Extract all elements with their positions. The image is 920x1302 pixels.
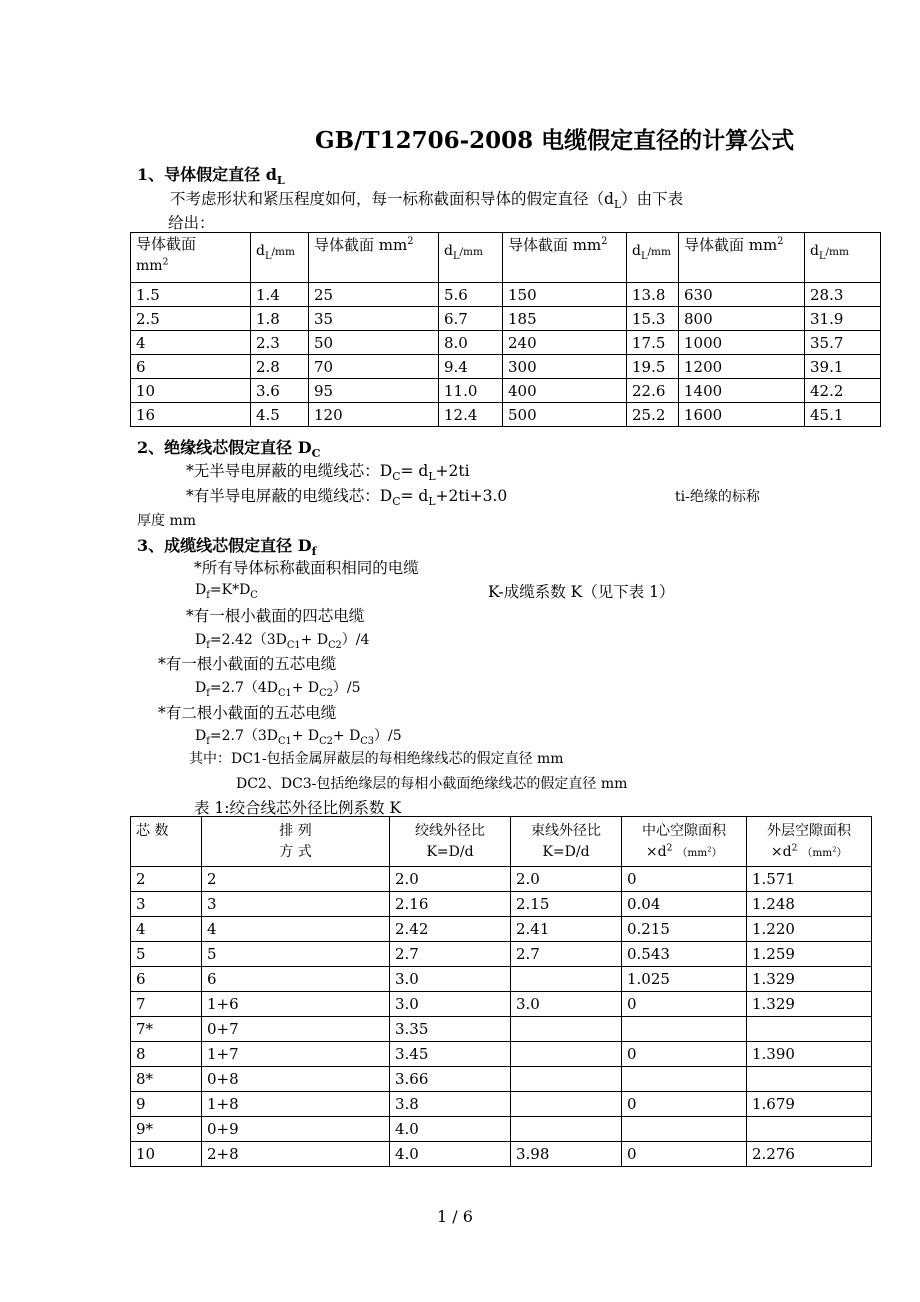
table-cell: 400 [503,379,627,403]
table-cell: 25 [309,283,439,307]
table2-header-cell: 中心空隙面积 $\times d^2$ $(mm^2)$ [622,817,747,867]
formula-2: $D_f=2.42(3D_{C1}+ D_{C2})/4$ [195,632,370,651]
table-cell: 4 [131,331,251,355]
table-cell: 4.0 [390,1117,511,1142]
table-cell: 19.5 [627,355,679,379]
table-cell: 0.215 [622,917,747,942]
table-cell: 1000 [679,331,805,355]
table-cell [511,1042,622,1067]
table1-header-cell: 导体截面 $mm^2$ [679,233,805,283]
table-cell [511,1092,622,1117]
table-cell: 0+8 [202,1067,390,1092]
table1-header-cell: 导体截面 $mm^2$ [309,233,439,283]
formula-note-2: DC2、DC3-包括绝缘层的每相小截面绝缘线芯的假定直径 mm [236,776,628,792]
table-cell: 35 [309,307,439,331]
table-cell: 1.025 [622,967,747,992]
table-cell: 22.6 [627,379,679,403]
table-cell: 9 [131,1092,202,1117]
table-cell: 0+7 [202,1017,390,1042]
table-cell: 70 [309,355,439,379]
formula-1-note: K-成缆系数 K（见下表 1） [488,583,675,601]
table2-row [131,967,872,992]
section2-note-cont: 厚度 mm [137,513,197,529]
table2-header-cell: 芯 数 [131,817,202,867]
table-cell: 3.6 [251,379,309,403]
table1-row [131,379,881,403]
table-cell: 50 [309,331,439,355]
section3-heading: 3、成缆线芯假定直径 $D_f$ [137,536,317,559]
section1-intro-line2: 给出： [168,214,215,232]
table-cell: 6.7 [439,307,503,331]
table-cell: 95 [309,379,439,403]
table-cell: 0 [622,867,747,892]
table-cell: 7 [131,992,202,1017]
table-cell: 39.1 [805,355,881,379]
table-cell: 800 [679,307,805,331]
table-cell: 3.0 [511,992,622,1017]
table-cell: 0.543 [622,942,747,967]
table-cell: 3 [202,892,390,917]
table-cell: 1.5 [131,283,251,307]
table-cell: 11.0 [439,379,503,403]
table2-header-cell: 排 列 方 式 [202,817,390,867]
table-cell: 300 [503,355,627,379]
table1-header-cell: $d_L/mm$ [627,233,679,283]
table-cell: 2 [131,867,202,892]
table-cell [622,1067,747,1092]
table-cell: 3 [131,892,202,917]
table-cell: 8 [131,1042,202,1067]
table-cell [511,1067,622,1092]
table1-row [131,403,881,427]
conductor-diameter-table [130,232,881,427]
table-cell: 1+7 [202,1042,390,1067]
table-cell: 120 [309,403,439,427]
section3-line1: *所有导体标称截面积相同的电缆 [194,559,419,577]
table-cell [747,1017,872,1042]
table1-header-cell: $d_L/mm$ [805,233,881,283]
table-cell: 1+6 [202,992,390,1017]
table-cell [511,967,622,992]
table-cell: 7* [131,1017,202,1042]
table-cell: 4 [131,917,202,942]
table-cell: 2.3 [251,331,309,355]
table-cell: 8* [131,1067,202,1092]
table-cell: 2.42 [390,917,511,942]
table-cell: 2.0 [390,867,511,892]
table-cell: 1.248 [747,892,872,917]
section2-heading: 2、绝缘线芯假定直径 $D_C$ [137,438,321,461]
table2-row [131,1042,872,1067]
table-cell: 5 [131,942,202,967]
table-cell: 1.571 [747,867,872,892]
table-cell [511,1117,622,1142]
table-cell: 3.45 [390,1042,511,1067]
table-cell [747,1067,872,1092]
table-cell: 8.0 [439,331,503,355]
table2-header-cell: 绞线外径比 K=D/d [390,817,511,867]
table-cell: 2.7 [511,942,622,967]
section2-line1: *无半导电屏蔽的电缆线芯：$D_C= d_L+2ti$ [186,462,470,484]
table-cell: 1.329 [747,967,872,992]
table-cell [622,1117,747,1142]
table-cell: 1.390 [747,1042,872,1067]
table-cell: 3.8 [390,1092,511,1117]
table-cell: 2 [202,867,390,892]
table-cell: 31.9 [805,307,881,331]
page-number: 1 / 6 [437,1207,473,1226]
table-cell: 1.8 [251,307,309,331]
table-cell: 0 [622,1142,747,1167]
table-cell: 2.15 [511,892,622,917]
table-cell: 0 [622,1092,747,1117]
table-cell: 1.259 [747,942,872,967]
table-cell: 500 [503,403,627,427]
table-cell [511,1017,622,1042]
table-cell: 0.04 [622,892,747,917]
table-cell: 630 [679,283,805,307]
table-cell: 1.329 [747,992,872,1017]
table-cell: 3.35 [390,1017,511,1042]
section3-line3: *有一根小截面的五芯电缆 [158,655,337,673]
table-cell: 2.0 [511,867,622,892]
table1-header-cell: $d_L/mm$ [251,233,309,283]
table-cell: 10 [131,379,251,403]
table-cell: 2.7 [390,942,511,967]
table-cell: 0 [622,1042,747,1067]
table-cell [747,1117,872,1142]
table-cell: 5.6 [439,283,503,307]
table-cell: 13.8 [627,283,679,307]
table1-header-cell: 导体截面 $mm^2$ [503,233,627,283]
table1-row [131,283,881,307]
table2-row [131,867,872,892]
section2-note: ti-绝缘的标称 [675,489,760,505]
table-cell: 9* [131,1117,202,1142]
table2-header-row [131,817,872,867]
table2-row [131,1017,872,1042]
table2-row [131,992,872,1017]
table-cell: 4.0 [390,1142,511,1167]
table1-header-row [131,233,881,283]
table-cell: 10 [131,1142,202,1167]
page-title: GB/T12706-2008 电缆假定直径的计算公式 [315,127,795,154]
table-cell: 1.4 [251,283,309,307]
section3-line4: *有二根小截面的五芯电缆 [158,704,337,722]
formula-note-1: 其中：DC1-包括金属屏蔽层的每相绝缘线芯的假定直径 mm [189,751,564,767]
table-cell: 17.5 [627,331,679,355]
table-cell [622,1017,747,1042]
table-cell: 1.679 [747,1092,872,1117]
table-cell: 2.5 [131,307,251,331]
formula-3: $D_f=2.7(4D_{C1}+ D_{C2})/5$ [195,680,361,699]
table1-row [131,331,881,355]
section1-heading: 1、导体假定直径 $d_L$ [137,165,285,188]
table2-row [131,1117,872,1142]
table-cell: 45.1 [805,403,881,427]
table-cell: 5 [202,942,390,967]
table-cell: 12.4 [439,403,503,427]
table-cell: 6 [202,967,390,992]
stranding-factor-table [130,816,872,1167]
table2-header-cell: 束线外径比 K=D/d [511,817,622,867]
section3-line2: *有一根小截面的四芯电缆 [186,607,365,625]
table-cell: 16 [131,403,251,427]
table-cell: 25.2 [627,403,679,427]
table-cell: 185 [503,307,627,331]
table-cell: 3.0 [390,967,511,992]
table1-row [131,355,881,379]
table2-row [131,1142,872,1167]
table-cell: 2.41 [511,917,622,942]
table-cell: 4.5 [251,403,309,427]
section1-intro-line1: 不考虑形状和紧压程度如何，每一标称截面积导体的假定直径$(d_L)$由下表 [170,190,684,212]
table1-header-cell: 导体截面 $mm^2$ [131,233,251,283]
table-cell: 42.2 [805,379,881,403]
table-cell: 2.276 [747,1142,872,1167]
table1-header-cell: $d_L/mm$ [439,233,503,283]
table-cell: 3.98 [511,1142,622,1167]
table-cell: 1600 [679,403,805,427]
table-cell: 1+8 [202,1092,390,1117]
table-cell: 15.3 [627,307,679,331]
table-cell: 0+9 [202,1117,390,1142]
table-cell: 3.0 [390,992,511,1017]
table-cell: 4 [202,917,390,942]
table2-row [131,942,872,967]
table-cell: 35.7 [805,331,881,355]
table-cell: 150 [503,283,627,307]
table2-row [131,892,872,917]
table-cell: 6 [131,355,251,379]
table1-row [131,307,881,331]
table-cell: 9.4 [439,355,503,379]
table-cell: 2+8 [202,1142,390,1167]
table-cell: 2.8 [251,355,309,379]
table2-row [131,1092,872,1117]
table-cell: 0 [622,992,747,1017]
section2-line2: *有半导电屏蔽的电缆线芯：$D_C= d_L+2ti+3.0$ [186,487,508,509]
table-cell: 2.16 [390,892,511,917]
table-cell: 1200 [679,355,805,379]
table-cell: 1400 [679,379,805,403]
table2-caption: 表 1:绞合线芯外径比例系数 K [194,799,402,817]
table2-header-cell: 外层空隙面积 $\times d^2$ $(mm^2)$ [747,817,872,867]
formula-1: $D_f=K*D_C$ [195,582,258,601]
table-cell: 6 [131,967,202,992]
table-cell: 1.220 [747,917,872,942]
table-cell: 240 [503,331,627,355]
formula-4: $D_f=2.7(3D_{C1}+ D_{C2}+ D_{C3})/5$ [195,728,402,747]
table2-row [131,917,872,942]
table-cell: 28.3 [805,283,881,307]
table-cell: 3.66 [390,1067,511,1092]
table2-row [131,1067,872,1092]
